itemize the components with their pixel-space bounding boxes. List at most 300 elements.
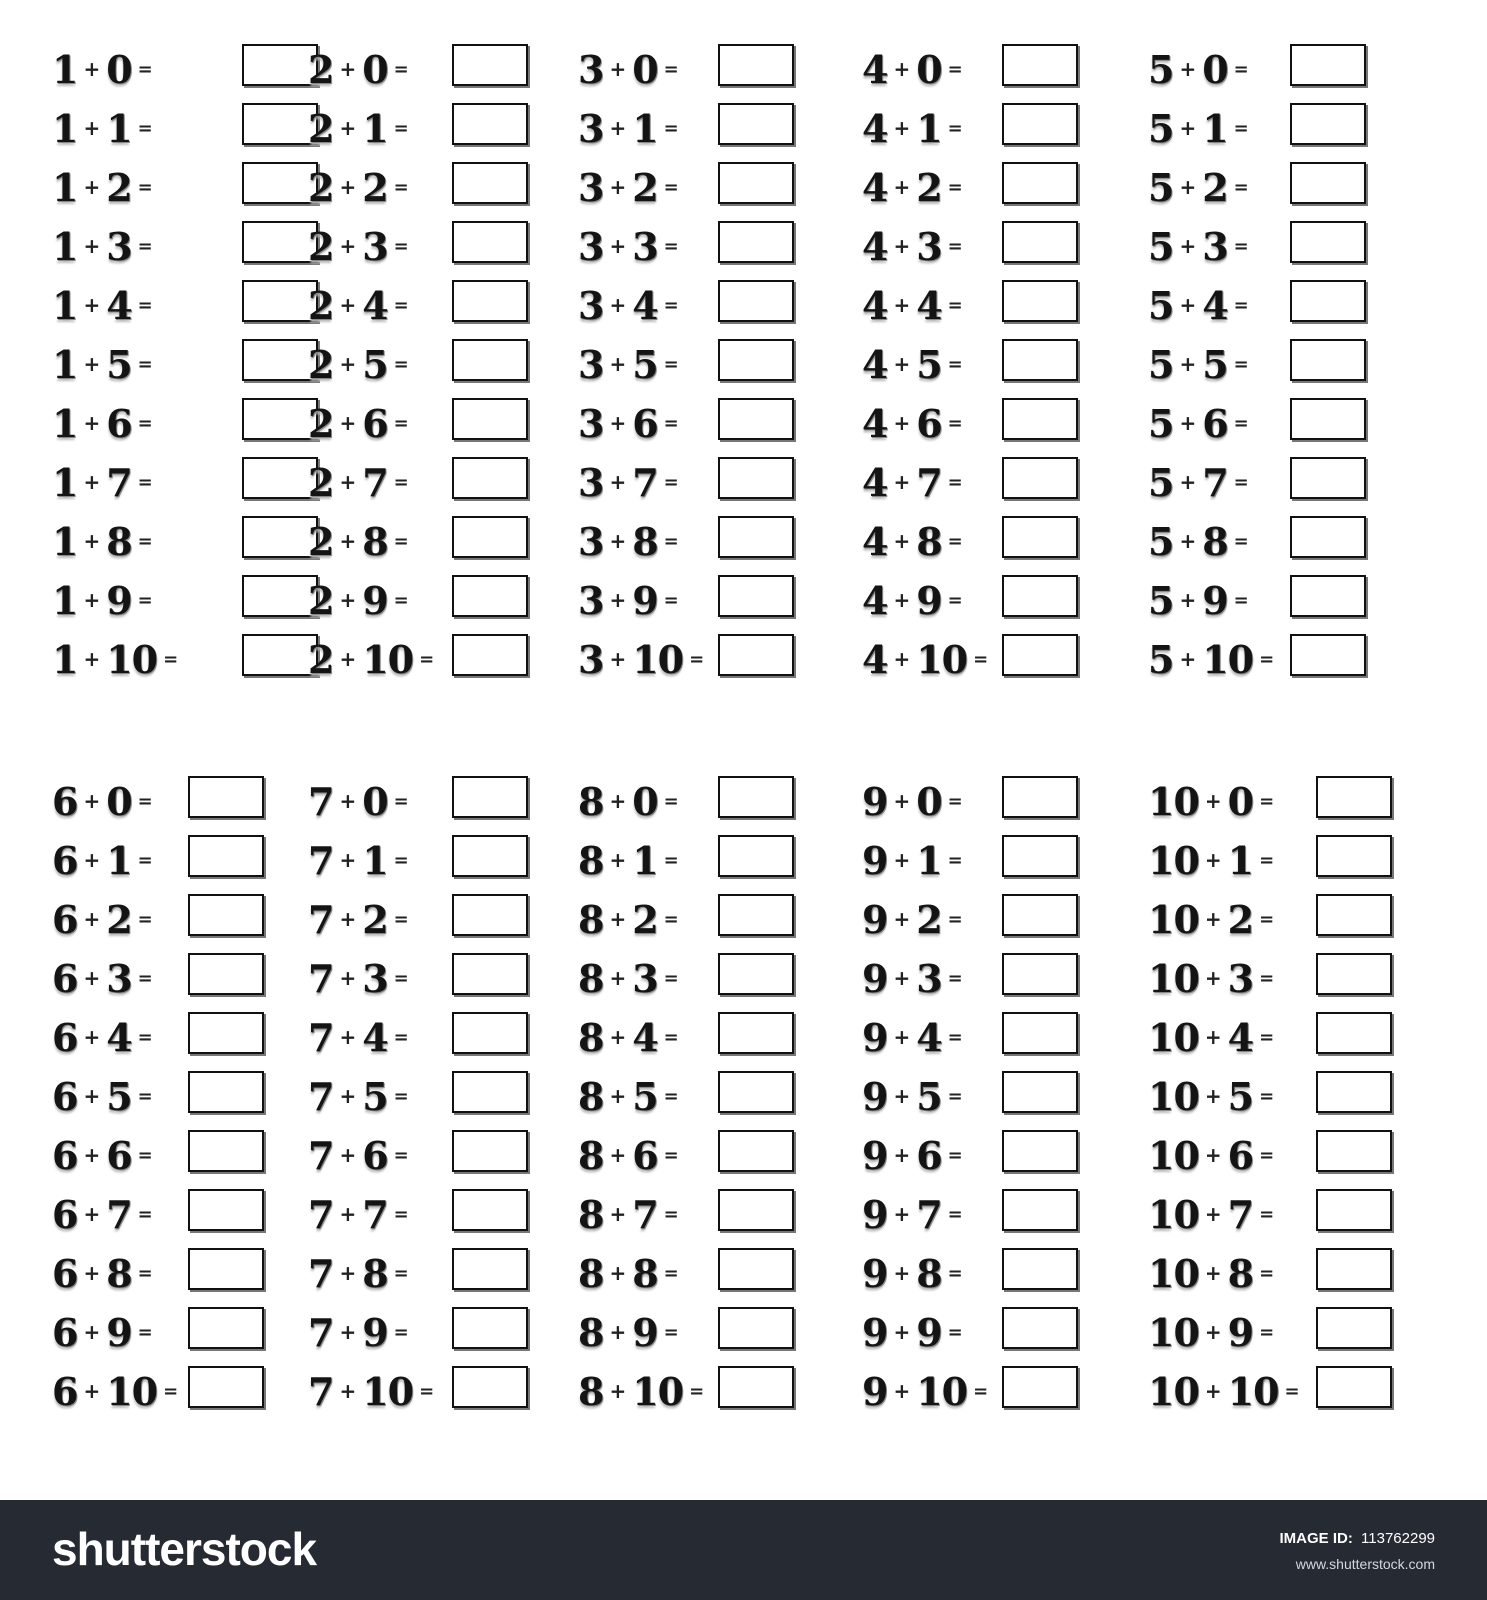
equation-row: [1148, 510, 1428, 569]
equation-row: [52, 1242, 332, 1301]
plus-sign: +: [609, 1084, 627, 1108]
first-addend: 6: [52, 896, 78, 942]
second-addend: 6: [1227, 1132, 1254, 1178]
answer-box[interactable]: [718, 1071, 794, 1113]
plus-sign: +: [609, 848, 627, 872]
answer-box[interactable]: [188, 894, 264, 936]
answer-box[interactable]: [718, 162, 794, 204]
equation-row: [578, 1242, 858, 1301]
answer-box[interactable]: [1290, 339, 1366, 381]
answer-box[interactable]: [452, 776, 528, 818]
equation-expression: [862, 1366, 988, 1416]
answer-box[interactable]: [1002, 634, 1078, 676]
equation-row: [578, 274, 858, 333]
equals-sign: =: [663, 1144, 679, 1166]
answer-box[interactable]: [1316, 1366, 1392, 1408]
plus-sign: +: [339, 1261, 357, 1285]
answer-box[interactable]: [452, 953, 528, 995]
plus-sign: +: [83, 848, 101, 872]
equation-row: [578, 628, 858, 687]
equals-sign: =: [689, 1380, 705, 1402]
equals-sign: =: [1259, 1085, 1275, 1107]
equation-row: [862, 1065, 1142, 1124]
answer-box[interactable]: [1002, 280, 1078, 322]
second-addend: 10: [362, 1368, 414, 1414]
answer-box[interactable]: [452, 1071, 528, 1113]
equals-sign: =: [663, 176, 679, 198]
second-addend: 1: [1202, 105, 1228, 151]
plus-sign: +: [83, 1143, 101, 1167]
second-addend: 1: [362, 837, 388, 883]
second-addend: 6: [632, 400, 658, 446]
answer-box[interactable]: [1316, 953, 1392, 995]
plus-sign: +: [609, 907, 627, 931]
equation-row: [1148, 569, 1428, 628]
equation-expression: [308, 516, 409, 566]
answer-box[interactable]: [1002, 1189, 1078, 1231]
plus-sign: +: [1204, 1202, 1222, 1226]
plus-sign: +: [83, 293, 101, 317]
answer-box[interactable]: [452, 1130, 528, 1172]
equals-sign: =: [663, 1321, 679, 1343]
answer-box[interactable]: [452, 894, 528, 936]
equals-sign: =: [137, 58, 153, 80]
equals-sign: =: [1259, 1321, 1275, 1343]
second-addend: 8: [916, 1250, 942, 1296]
plus-sign: +: [1204, 1379, 1222, 1403]
first-addend: 9: [862, 778, 888, 824]
equals-sign: =: [393, 790, 409, 812]
site-url[interactable]: www.shutterstock.com: [1295, 1556, 1435, 1572]
answer-box[interactable]: [1002, 44, 1078, 86]
second-addend: 8: [1227, 1250, 1254, 1296]
equals-sign: =: [393, 908, 409, 930]
plus-sign: +: [83, 789, 101, 813]
answer-box[interactable]: [1316, 894, 1392, 936]
first-addend: 8: [578, 1132, 604, 1178]
answer-box[interactable]: [1002, 1248, 1078, 1290]
plus-sign: +: [83, 470, 101, 494]
first-addend: 7: [308, 837, 334, 883]
first-addend: 3: [578, 577, 604, 623]
equation-row: [308, 215, 588, 274]
first-addend: 5: [1148, 341, 1174, 387]
plus-sign: +: [339, 1143, 357, 1167]
answer-box[interactable]: [1290, 398, 1366, 440]
equals-sign: =: [947, 471, 963, 493]
equation-expression: [578, 575, 679, 625]
second-addend: 4: [1227, 1014, 1254, 1060]
second-addend: 3: [362, 223, 388, 269]
answer-box[interactable]: [188, 1307, 264, 1349]
plus-sign: +: [1179, 175, 1197, 199]
equals-sign: =: [947, 1144, 963, 1166]
equation-row: [52, 829, 332, 888]
equation-row: [52, 451, 332, 510]
answer-box[interactable]: [188, 1248, 264, 1290]
answer-box[interactable]: [718, 398, 794, 440]
second-addend: 10: [632, 636, 684, 682]
equation-expression: [862, 1248, 963, 1298]
equation-row: [578, 97, 858, 156]
second-addend: 6: [916, 400, 942, 446]
answer-box[interactable]: [1002, 162, 1078, 204]
answer-box[interactable]: [1316, 1307, 1392, 1349]
second-addend: 0: [632, 46, 658, 92]
plus-sign: +: [893, 1025, 911, 1049]
equation-expression: [52, 575, 153, 625]
answer-box[interactable]: [452, 339, 528, 381]
plus-sign: +: [83, 647, 101, 671]
second-addend: 0: [1202, 46, 1228, 92]
plus-sign: +: [339, 1202, 357, 1226]
equals-sign: =: [393, 235, 409, 257]
answer-box[interactable]: [188, 1366, 264, 1408]
answer-box[interactable]: [718, 1012, 794, 1054]
answer-box[interactable]: [1290, 162, 1366, 204]
equals-sign: =: [1233, 471, 1249, 493]
answer-box[interactable]: [1002, 398, 1078, 440]
equation-expression: [862, 398, 963, 448]
answer-box[interactable]: [718, 280, 794, 322]
answer-box[interactable]: [1002, 1130, 1078, 1172]
equation-row: [52, 888, 332, 947]
equals-sign: =: [973, 648, 989, 670]
answer-box[interactable]: [1002, 835, 1078, 877]
second-addend: 10: [632, 1368, 684, 1414]
equals-sign: =: [663, 908, 679, 930]
equation-expression: [578, 1248, 679, 1298]
first-addend: 4: [862, 341, 888, 387]
answer-box[interactable]: [242, 634, 318, 676]
equals-sign: =: [393, 412, 409, 434]
answer-box[interactable]: [452, 457, 528, 499]
answer-box[interactable]: [1002, 953, 1078, 995]
answer-box[interactable]: [1290, 516, 1366, 558]
answer-box[interactable]: [1290, 575, 1366, 617]
image-id-label: IMAGE ID:: [1279, 1530, 1353, 1547]
equation-row: [578, 38, 858, 97]
equation-row: [862, 97, 1142, 156]
second-addend: 8: [362, 1250, 388, 1296]
equation-column: [308, 38, 588, 687]
equals-sign: =: [947, 176, 963, 198]
first-addend: 3: [578, 341, 604, 387]
equation-expression: [1148, 894, 1274, 944]
equation-expression: [308, 575, 409, 625]
first-addend: 10: [1148, 1309, 1199, 1355]
second-addend: 4: [632, 1014, 658, 1060]
second-addend: 1: [632, 837, 658, 883]
first-addend: 1: [52, 459, 78, 505]
equation-row: [52, 392, 332, 451]
plus-sign: +: [893, 529, 911, 553]
first-addend: 6: [52, 1014, 78, 1060]
first-addend: 3: [578, 105, 604, 151]
answer-box[interactable]: [718, 516, 794, 558]
equation-row: [862, 628, 1142, 687]
first-addend: 2: [308, 282, 334, 328]
answer-box[interactable]: [718, 1248, 794, 1290]
second-addend: 3: [916, 955, 942, 1001]
equation-expression: [578, 1189, 679, 1239]
equals-sign: =: [393, 1203, 409, 1225]
answer-box[interactable]: [188, 776, 264, 818]
answer-box[interactable]: [1290, 457, 1366, 499]
plus-sign: +: [83, 411, 101, 435]
answer-box[interactable]: [718, 894, 794, 936]
answer-box[interactable]: [1002, 516, 1078, 558]
answer-box[interactable]: [718, 1189, 794, 1231]
equation-row: [1148, 1065, 1428, 1124]
answer-box[interactable]: [188, 953, 264, 995]
equation-column: [862, 38, 1142, 687]
equation-row: [862, 510, 1142, 569]
answer-box[interactable]: [718, 953, 794, 995]
answer-box[interactable]: [452, 1248, 528, 1290]
answer-box[interactable]: [1002, 457, 1078, 499]
answer-box[interactable]: [1002, 221, 1078, 263]
equation-row: [862, 829, 1142, 888]
equals-sign: =: [137, 967, 153, 989]
equation-expression: [578, 894, 679, 944]
answer-box[interactable]: [452, 575, 528, 617]
answer-box[interactable]: [188, 1189, 264, 1231]
answer-box[interactable]: [1002, 776, 1078, 818]
answer-box[interactable]: [188, 1012, 264, 1054]
equation-row: [862, 1242, 1142, 1301]
answer-box[interactable]: [242, 516, 318, 558]
second-addend: 1: [106, 105, 132, 151]
answer-box[interactable]: [452, 1189, 528, 1231]
second-addend: 2: [362, 896, 388, 942]
answer-box[interactable]: [718, 1130, 794, 1172]
answer-box[interactable]: [452, 1366, 528, 1408]
plus-sign: +: [609, 1202, 627, 1226]
answer-box[interactable]: [718, 339, 794, 381]
second-addend: 0: [362, 778, 388, 824]
equals-sign: =: [393, 471, 409, 493]
answer-box[interactable]: [1316, 835, 1392, 877]
first-addend: 2: [308, 105, 334, 151]
plus-sign: +: [339, 907, 357, 931]
equals-sign: =: [663, 235, 679, 257]
answer-box[interactable]: [452, 835, 528, 877]
plus-sign: +: [1204, 966, 1222, 990]
equals-sign: =: [137, 412, 153, 434]
answer-box[interactable]: [242, 103, 318, 145]
answer-box[interactable]: [718, 44, 794, 86]
first-addend: 4: [862, 164, 888, 210]
plus-sign: +: [609, 352, 627, 376]
second-addend: 6: [362, 400, 388, 446]
equation-expression: [308, 894, 409, 944]
brand-logo[interactable]: shutterstock: [52, 1523, 317, 1575]
answer-box[interactable]: [1002, 1012, 1078, 1054]
equation-row: [578, 156, 858, 215]
plus-sign: +: [893, 907, 911, 931]
second-addend: 3: [106, 955, 132, 1001]
answer-box[interactable]: [1002, 103, 1078, 145]
answer-box[interactable]: [1290, 634, 1366, 676]
plus-sign: +: [1204, 1320, 1222, 1344]
answer-box[interactable]: [1316, 1130, 1392, 1172]
answer-box[interactable]: [718, 634, 794, 676]
equation-expression: [862, 44, 963, 94]
image-id: [1280, 1530, 1435, 1547]
second-addend: 5: [362, 341, 388, 387]
answer-box[interactable]: [718, 1307, 794, 1349]
answer-box[interactable]: [718, 575, 794, 617]
answer-box[interactable]: [242, 398, 318, 440]
second-addend: 10: [362, 636, 414, 682]
answer-box[interactable]: [718, 835, 794, 877]
equals-sign: =: [947, 1085, 963, 1107]
first-addend: 4: [862, 46, 888, 92]
second-addend: 4: [106, 1014, 132, 1060]
plus-sign: +: [893, 1320, 911, 1344]
answer-box[interactable]: [1316, 776, 1392, 818]
answer-box[interactable]: [1316, 1189, 1392, 1231]
first-addend: 7: [308, 896, 334, 942]
equation-expression: [578, 280, 679, 330]
answer-box[interactable]: [452, 280, 528, 322]
equation-expression: [52, 103, 153, 153]
equals-sign: =: [973, 1380, 989, 1402]
answer-box[interactable]: [452, 221, 528, 263]
answer-box[interactable]: [242, 44, 318, 86]
answer-box[interactable]: [242, 457, 318, 499]
first-addend: 6: [52, 1368, 78, 1414]
first-addend: 1: [52, 223, 78, 269]
answer-box[interactable]: [718, 1366, 794, 1408]
answer-box[interactable]: [718, 103, 794, 145]
first-addend: 9: [862, 1132, 888, 1178]
answer-box[interactable]: [242, 162, 318, 204]
equation-row: [308, 888, 588, 947]
answer-box[interactable]: [718, 457, 794, 499]
answer-box[interactable]: [188, 835, 264, 877]
answer-box[interactable]: [1316, 1248, 1392, 1290]
equation-row: [578, 947, 858, 1006]
equation-row: [1148, 392, 1428, 451]
plus-sign: +: [893, 1379, 911, 1403]
second-addend: 9: [106, 1309, 132, 1355]
answer-box[interactable]: [1290, 44, 1366, 86]
equals-sign: =: [1259, 1026, 1275, 1048]
equation-row: [308, 1065, 588, 1124]
plus-sign: +: [893, 470, 911, 494]
equation-row: [862, 1301, 1142, 1360]
second-addend: 4: [362, 282, 388, 328]
equation-expression: [1148, 1071, 1274, 1121]
plus-sign: +: [609, 1320, 627, 1344]
second-addend: 1: [916, 837, 942, 883]
equation-expression: [1148, 1189, 1274, 1239]
equals-sign: =: [1233, 235, 1249, 257]
answer-box[interactable]: [452, 1012, 528, 1054]
answer-box[interactable]: [242, 221, 318, 263]
second-addend: 9: [362, 577, 388, 623]
equals-sign: =: [1259, 1262, 1275, 1284]
second-addend: 5: [106, 1073, 132, 1119]
first-addend: 4: [862, 518, 888, 564]
answer-box[interactable]: [1002, 575, 1078, 617]
equals-sign: =: [137, 1026, 153, 1048]
equation-row: [862, 1183, 1142, 1242]
answer-box[interactable]: [452, 1307, 528, 1349]
second-addend: 10: [1227, 1368, 1279, 1414]
answer-box[interactable]: [242, 280, 318, 322]
plus-sign: +: [83, 57, 101, 81]
answer-box[interactable]: [1002, 1307, 1078, 1349]
equation-row: [52, 215, 332, 274]
first-addend: 1: [52, 400, 78, 446]
equals-sign: =: [393, 1262, 409, 1284]
plus-sign: +: [1179, 647, 1197, 671]
equation-expression: [578, 398, 679, 448]
first-addend: 6: [52, 1250, 78, 1296]
first-addend: 5: [1148, 636, 1174, 682]
answer-box[interactable]: [1316, 1012, 1392, 1054]
equals-sign: =: [663, 1026, 679, 1048]
plus-sign: +: [339, 470, 357, 494]
equation-row: [308, 1242, 588, 1301]
answer-box[interactable]: [452, 634, 528, 676]
equation-expression: [1148, 44, 1249, 94]
answer-box[interactable]: [1290, 103, 1366, 145]
answer-box[interactable]: [452, 103, 528, 145]
answer-box[interactable]: [1290, 221, 1366, 263]
answer-box[interactable]: [1316, 1071, 1392, 1113]
equation-row: [1148, 628, 1428, 687]
equals-sign: =: [947, 294, 963, 316]
equation-expression: [52, 44, 153, 94]
equation-row: [1148, 1301, 1428, 1360]
equation-expression: [52, 634, 178, 684]
second-addend: 9: [1202, 577, 1228, 623]
answer-box[interactable]: [452, 44, 528, 86]
answer-box[interactable]: [242, 575, 318, 617]
equation-expression: [578, 1130, 679, 1180]
answer-box[interactable]: [1002, 1366, 1078, 1408]
second-addend: 7: [916, 1191, 942, 1237]
equation-row: [1148, 770, 1428, 829]
answer-box[interactable]: [188, 1071, 264, 1113]
equals-sign: =: [663, 353, 679, 375]
answer-box[interactable]: [452, 516, 528, 558]
equals-sign: =: [137, 1144, 153, 1166]
plus-sign: +: [893, 1261, 911, 1285]
equals-sign: =: [137, 235, 153, 257]
answer-box[interactable]: [242, 339, 318, 381]
answer-box[interactable]: [1002, 339, 1078, 381]
equation-expression: [1148, 1366, 1300, 1416]
first-addend: 9: [862, 837, 888, 883]
plus-sign: +: [609, 647, 627, 671]
answer-box[interactable]: [188, 1130, 264, 1172]
answer-box[interactable]: [452, 162, 528, 204]
answer-box[interactable]: [1290, 280, 1366, 322]
equation-expression: [308, 103, 409, 153]
answer-box[interactable]: [1002, 1071, 1078, 1113]
answer-box[interactable]: [718, 776, 794, 818]
equation-expression: [1148, 280, 1249, 330]
answer-box[interactable]: [718, 221, 794, 263]
answer-box[interactable]: [452, 398, 528, 440]
equation-expression: [308, 280, 409, 330]
answer-box[interactable]: [1002, 894, 1078, 936]
